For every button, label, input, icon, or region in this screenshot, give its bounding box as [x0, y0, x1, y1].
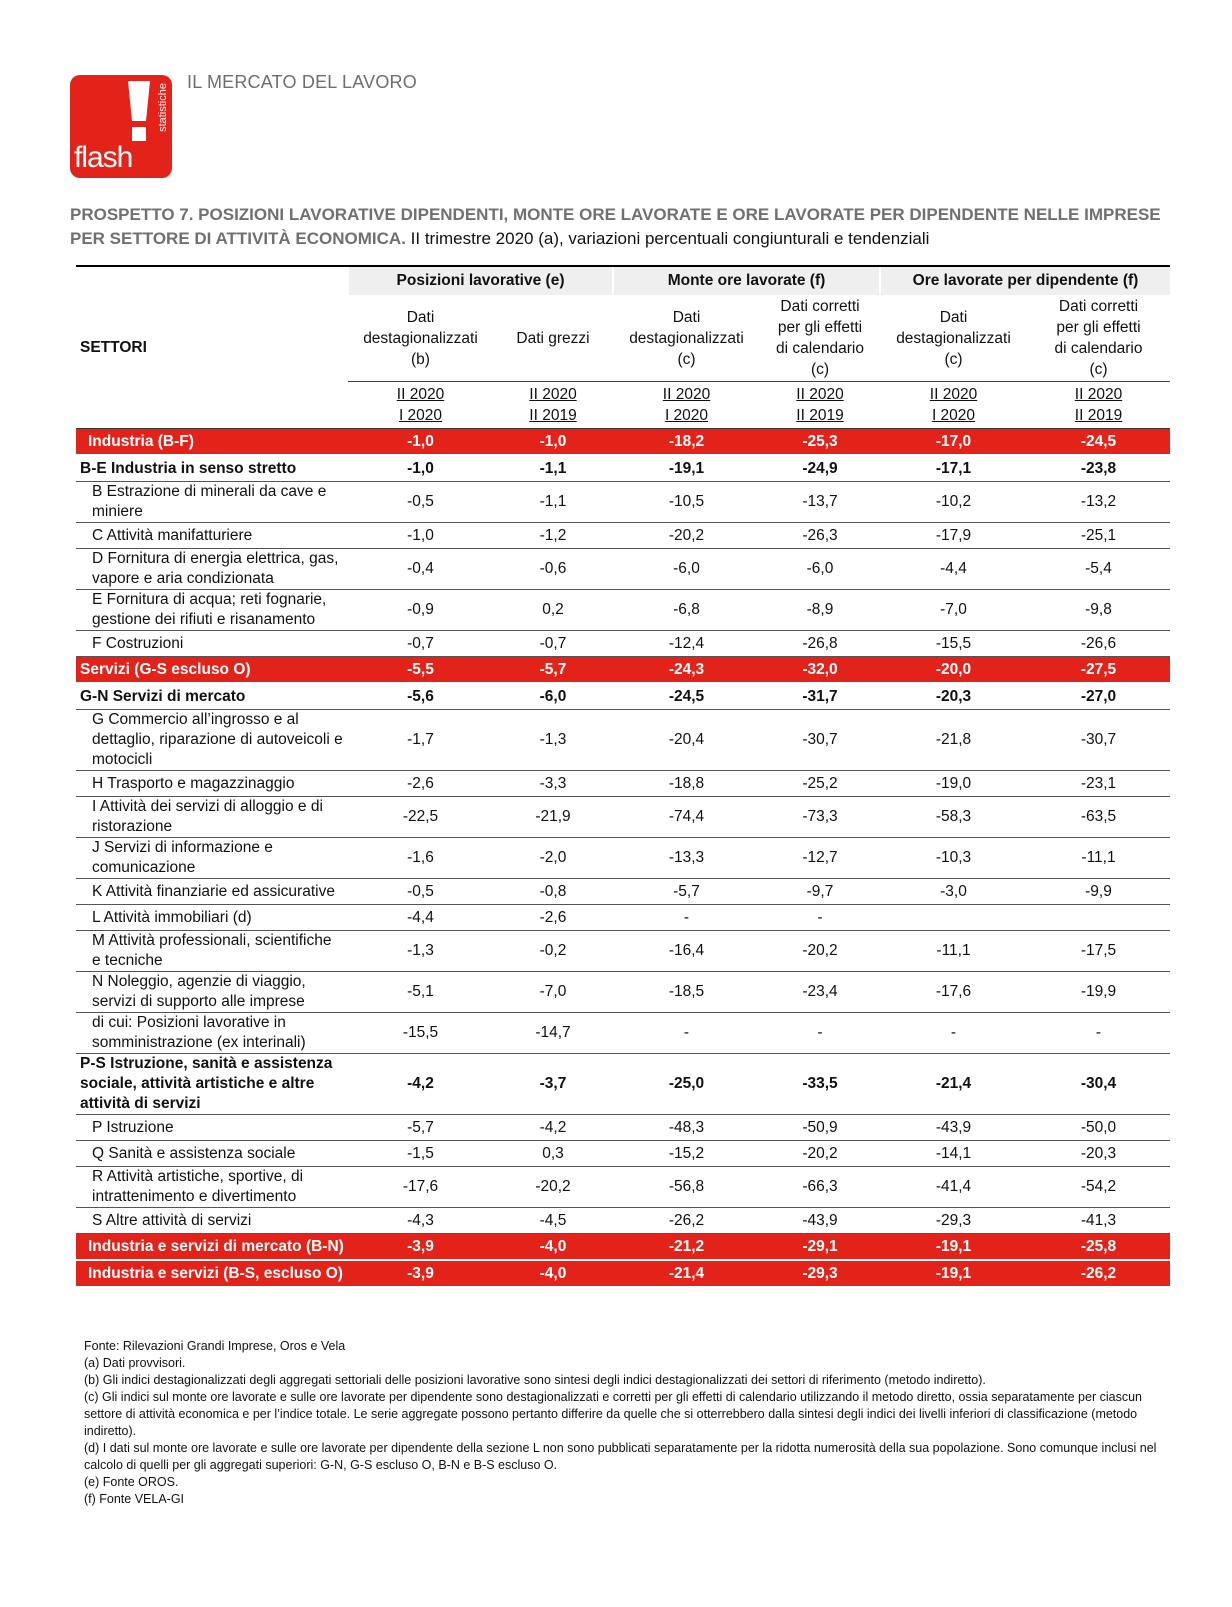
- row-value: -3,9: [348, 1260, 493, 1287]
- note-line: (f) Fonte VELA-GI: [84, 1492, 185, 1506]
- subheader-line: di calendario: [1054, 340, 1143, 357]
- row-value: -16,4: [613, 931, 760, 972]
- row-value: -5,4: [1027, 549, 1170, 590]
- row-value: -19,0: [880, 771, 1027, 797]
- row-value: -25,3: [760, 429, 880, 456]
- row-value: -1,7: [348, 710, 493, 771]
- row-value: -1,6: [348, 838, 493, 879]
- table-row: [76, 931, 1170, 972]
- row-value: -21,2: [613, 1234, 760, 1261]
- row-value: -23,1: [1027, 771, 1170, 797]
- row-label: L Attività immobiliari (d): [76, 905, 348, 931]
- row-value: -43,9: [760, 1208, 880, 1234]
- note-line: (b) Gli indici destagionalizzati degli aggregati settoriali delle posizioni lavorative sono sintesi degli indici destagionalizzati dei settori di riferimento (metodo indiretto).: [84, 1373, 986, 1387]
- table-row: [76, 1115, 1170, 1141]
- row-value: -: [613, 1013, 760, 1054]
- row-value: -50,9: [760, 1115, 880, 1141]
- row-value: -4,4: [348, 905, 493, 931]
- table-row: [76, 590, 1170, 631]
- row-value: -5,7: [493, 657, 613, 684]
- note-line: Fonte: Rilevazioni Grandi Imprese, Oros e Vela: [84, 1339, 346, 1353]
- row-value: -25,1: [1027, 523, 1170, 549]
- period-line: II 2020: [929, 386, 978, 403]
- column-subheader: [880, 295, 1027, 382]
- row-value: -6,0: [613, 549, 760, 590]
- table-row-total: [76, 1234, 1170, 1261]
- row-value: -13,3: [613, 838, 760, 879]
- row-value: -17,6: [880, 972, 1027, 1013]
- row-value: -6,0: [493, 683, 613, 710]
- period-line: I 2020: [398, 407, 443, 424]
- column-period: [613, 382, 760, 429]
- row-value: -26,3: [760, 523, 880, 549]
- subheader-line: di calendario: [776, 340, 864, 357]
- period-line: II 2019: [1074, 407, 1123, 424]
- row-value: -17,9: [880, 523, 1027, 549]
- table-row: [76, 549, 1170, 590]
- row-label: H Trasporto e magazzinaggio: [76, 771, 348, 797]
- row-value: -20,3: [880, 683, 1027, 710]
- row-value: -3,9: [348, 1234, 493, 1261]
- row-value: -4,0: [493, 1260, 613, 1287]
- row-value: -24,5: [1027, 429, 1170, 456]
- period-line: I 2020: [664, 407, 709, 424]
- settori-header: SETTORI: [76, 266, 348, 429]
- row-value: -26,6: [1027, 631, 1170, 657]
- row-value: -19,9: [1027, 972, 1170, 1013]
- row-value: -8,9: [760, 590, 880, 631]
- row-value: -10,5: [613, 482, 760, 523]
- logo-word: flash: [74, 141, 133, 174]
- row-value: -17,6: [348, 1167, 493, 1208]
- row-value: -23,8: [1027, 455, 1170, 482]
- subheader-line: (c): [810, 361, 830, 378]
- table-row: [76, 972, 1170, 1013]
- row-label: di cui: Posizioni lavorative in somministrazione (ex interinali): [76, 1013, 348, 1054]
- row-value: -1,0: [348, 429, 493, 456]
- row-value: -14,7: [493, 1013, 613, 1054]
- period-line: II 2020: [396, 386, 445, 403]
- row-value: -6,8: [613, 590, 760, 631]
- row-value: -14,1: [880, 1141, 1027, 1167]
- subheader-line: destagionalizzati: [896, 329, 1011, 347]
- table-row-total: [76, 657, 1170, 684]
- row-value: -0,5: [348, 879, 493, 905]
- row-value: -73,3: [760, 797, 880, 838]
- note-line: (c) Gli indici sul monte ore lavorate e sulle ore lavorate per dipendente sono destagionalizzati e corretti per gli effetti di calendario utilizzando il metodo diretto, ossia separatamente per ciascun settore di attività economica e per l’indice totale. Le serie aggregate possono pertanto differire da quelle che si otterrebbero dalla sintesi degli indici dei livelli inferiori di classificazione (metodo indiretto).: [84, 1390, 1142, 1438]
- row-label: B Estrazione di minerali da cave e miniere: [76, 482, 348, 523]
- row-value: -1,0: [348, 523, 493, 549]
- note-line: (d) I dati sul monte ore lavorate e sulle ore lavorate per dipendente della sezione L non sono pubblicati separatamente per la ridotta numerosità della sua popolazione. Sono comunque inclusi nel calcolo di quelli per gli aggregati superiori: G-N, G-S escluso O, B-N e B-S escluso O.: [84, 1441, 1157, 1472]
- row-value: -7,0: [493, 972, 613, 1013]
- table-row: [76, 1167, 1170, 1208]
- row-value: -11,1: [880, 931, 1027, 972]
- row-label: J Servizi di informazione e comunicazione: [76, 838, 348, 879]
- row-value: -1,5: [348, 1141, 493, 1167]
- row-value: -48,3: [613, 1115, 760, 1141]
- row-value: -26,2: [1027, 1260, 1170, 1287]
- row-label: Industria e servizi di mercato (B-N): [76, 1234, 348, 1261]
- row-value: -29,3: [880, 1208, 1027, 1234]
- row-value: -24,5: [613, 683, 760, 710]
- row-value: -3,0: [880, 879, 1027, 905]
- table-row: [76, 1013, 1170, 1054]
- column-subheader: [493, 295, 613, 382]
- row-value: -1,3: [493, 710, 613, 771]
- row-value: -4,5: [493, 1208, 613, 1234]
- row-value: -26,2: [613, 1208, 760, 1234]
- row-value: -22,5: [348, 797, 493, 838]
- row-value: -15,2: [613, 1141, 760, 1167]
- subheader-line: destagionalizzati: [363, 329, 478, 347]
- row-value: -9,9: [1027, 879, 1170, 905]
- row-label: Industria (B-F): [76, 429, 348, 456]
- row-value: -0,9: [348, 590, 493, 631]
- row-value: -5,7: [613, 879, 760, 905]
- row-value: [880, 905, 1027, 931]
- row-value: -3,3: [493, 771, 613, 797]
- row-label: E Fornitura di acqua; reti fognarie, gestione dei rifiuti e risanamento: [76, 590, 348, 631]
- row-value: -29,1: [760, 1234, 880, 1261]
- table-row: [76, 523, 1170, 549]
- table-row-total: [76, 429, 1170, 456]
- table-row: [76, 838, 1170, 879]
- row-value: -30,4: [1027, 1054, 1170, 1115]
- row-value: -0,7: [348, 631, 493, 657]
- row-value: 0,3: [493, 1141, 613, 1167]
- row-value: -21,4: [880, 1054, 1027, 1115]
- row-label: Q Sanità e assistenza sociale: [76, 1141, 348, 1167]
- row-label: K Attività finanziarie ed assicurative: [76, 879, 348, 905]
- row-value: -5,7: [348, 1115, 493, 1141]
- subheader-line: Dati grezzi: [516, 329, 590, 347]
- row-value: -26,8: [760, 631, 880, 657]
- table-row: [76, 710, 1170, 771]
- row-value: -18,8: [613, 771, 760, 797]
- row-value: 0,2: [493, 590, 613, 631]
- row-value: -5,1: [348, 972, 493, 1013]
- row-value: -: [613, 905, 760, 931]
- column-period: [493, 382, 613, 429]
- row-value: -18,5: [613, 972, 760, 1013]
- row-value: -19,1: [880, 1260, 1027, 1287]
- row-label: R Attività artistiche, sportive, di intrattenimento e divertimento: [76, 1167, 348, 1208]
- group-header-monte-ore: Monte ore lavorate (f): [613, 266, 880, 295]
- row-value: -13,2: [1027, 482, 1170, 523]
- group-header-posizioni: Posizioni lavorative (e): [348, 266, 613, 295]
- row-value: -23,4: [760, 972, 880, 1013]
- row-value: -54,2: [1027, 1167, 1170, 1208]
- subheader-line: per gli effetti: [1056, 319, 1141, 336]
- row-value: -21,4: [613, 1260, 760, 1287]
- row-label: S Altre attività di servizi: [76, 1208, 348, 1234]
- column-subheader: [760, 295, 880, 382]
- page-header-title: IL MERCATO DEL LAVORO: [187, 72, 417, 92]
- subheader-line: Dati: [672, 308, 701, 326]
- row-value: -20,2: [760, 1141, 880, 1167]
- row-value: -21,8: [880, 710, 1027, 771]
- subheader-line: Dati: [406, 308, 435, 326]
- period-line: II 2019: [796, 407, 844, 424]
- row-value: -4,2: [493, 1115, 613, 1141]
- period-line: II 2020: [1074, 386, 1123, 403]
- period-line: I 2020: [931, 407, 976, 424]
- row-label: P Istruzione: [76, 1115, 348, 1141]
- row-value: -27,5: [1027, 657, 1170, 684]
- row-value: -13,7: [760, 482, 880, 523]
- subheader-line: (c): [1089, 361, 1108, 378]
- row-value: -9,7: [760, 879, 880, 905]
- row-value: -41,4: [880, 1167, 1027, 1208]
- row-value: -32,0: [760, 657, 880, 684]
- row-value: -0,4: [348, 549, 493, 590]
- row-value: -18,2: [613, 429, 760, 456]
- row-label: N Noleggio, agenzie di viaggio, servizi di supporto alle imprese: [76, 972, 348, 1013]
- row-value: -12,4: [613, 631, 760, 657]
- row-value: -: [1027, 1013, 1170, 1054]
- row-value: -24,3: [613, 657, 760, 684]
- table-row: [76, 482, 1170, 523]
- row-value: -15,5: [348, 1013, 493, 1054]
- row-value: -4,3: [348, 1208, 493, 1234]
- column-period: [880, 382, 1027, 429]
- table-row: [76, 631, 1170, 657]
- row-value: -0,6: [493, 549, 613, 590]
- subheader-line: (c): [677, 350, 696, 368]
- row-value: -19,1: [880, 1234, 1027, 1261]
- table-row: [76, 771, 1170, 797]
- period-line: II 2019: [529, 407, 577, 424]
- row-value: -5,6: [348, 683, 493, 710]
- row-value: -30,7: [760, 710, 880, 771]
- period-line: II 2020: [529, 386, 577, 403]
- row-value: -10,2: [880, 482, 1027, 523]
- table-row: [76, 683, 1170, 710]
- table-notes: [84, 1338, 1164, 1508]
- row-value: -63,5: [1027, 797, 1170, 838]
- column-subheader: [1027, 295, 1170, 382]
- row-value: -27,0: [1027, 683, 1170, 710]
- row-value: -5,5: [348, 657, 493, 684]
- period-line: II 2020: [796, 386, 844, 403]
- row-value: -43,9: [880, 1115, 1027, 1141]
- row-value: -: [880, 1013, 1027, 1054]
- row-value: -0,5: [348, 482, 493, 523]
- row-value: -33,5: [760, 1054, 880, 1115]
- subheader-line: (c): [944, 350, 963, 368]
- row-label: F Costruzioni: [76, 631, 348, 657]
- table-row: [76, 1054, 1170, 1115]
- row-label: Industria e servizi (B-S, escluso O): [76, 1260, 348, 1287]
- row-value: -3,7: [493, 1054, 613, 1115]
- row-value: -20,2: [493, 1167, 613, 1208]
- table-row: [76, 905, 1170, 931]
- row-value: -21,9: [493, 797, 613, 838]
- exclamation-icon: [128, 81, 150, 143]
- row-value: -17,5: [1027, 931, 1170, 972]
- caption-subtitle: II trimestre 2020 (a), variazioni percentuali congiunturali e tendenziali: [405, 229, 930, 248]
- row-label: B-E Industria in senso stretto: [76, 455, 348, 482]
- row-value: -0,2: [493, 931, 613, 972]
- table-row: [76, 797, 1170, 838]
- row-value: -1,0: [348, 455, 493, 482]
- row-value: -19,1: [613, 455, 760, 482]
- row-value: -9,8: [1027, 590, 1170, 631]
- row-value: -7,0: [880, 590, 1027, 631]
- caption-title: PROSPETTO 7. POSIZIONI LAVORATIVE DIPENDENTI, MONTE ORE LAVORATE E ORE LAVORATE PER DIPENDENTE NELLE IMPRESE PER SETTORE DI ATTIVITÀ ECONOMICA.: [70, 205, 1161, 248]
- istat-flash-logo: [70, 75, 172, 178]
- row-value: -58,3: [880, 797, 1027, 838]
- row-value: -2,6: [348, 771, 493, 797]
- row-value: -2,6: [493, 905, 613, 931]
- table-row: [76, 1141, 1170, 1167]
- table-caption: [70, 203, 1180, 251]
- row-value: -4,2: [348, 1054, 493, 1115]
- row-value: -66,3: [760, 1167, 880, 1208]
- subheader-line: (b): [411, 350, 430, 368]
- subheader-line: Dati corretti: [1058, 298, 1139, 315]
- row-label: Servizi (G-S escluso O): [76, 657, 348, 684]
- column-subheader: [348, 295, 493, 382]
- row-value: -20,3: [1027, 1141, 1170, 1167]
- table-row-total: [76, 1260, 1170, 1287]
- row-value: -20,0: [880, 657, 1027, 684]
- group-header-ore-per-dipendente: Ore lavorate per dipendente (f): [880, 266, 1170, 295]
- row-value: -41,3: [1027, 1208, 1170, 1234]
- row-value: -15,5: [880, 631, 1027, 657]
- row-value: -17,1: [880, 455, 1027, 482]
- row-value: -11,1: [1027, 838, 1170, 879]
- column-period: [1027, 382, 1170, 429]
- subheader-line: Dati corretti: [780, 298, 860, 315]
- row-value: -1,1: [493, 455, 613, 482]
- table-row: [76, 455, 1170, 482]
- column-period: [760, 382, 880, 429]
- row-label: P-S Istruzione, sanità e assistenza sociale, attività artistiche e altre attività di servizi: [76, 1054, 348, 1115]
- row-value: -: [760, 905, 880, 931]
- subheader-line: per gli effetti: [777, 319, 863, 336]
- row-label: C Attività manifatturiere: [76, 523, 348, 549]
- row-value: -4,4: [880, 549, 1027, 590]
- row-value: -0,7: [493, 631, 613, 657]
- row-value: -25,8: [1027, 1234, 1170, 1261]
- row-value: -1,2: [493, 523, 613, 549]
- table-row: [76, 1208, 1170, 1234]
- row-value: -29,3: [760, 1260, 880, 1287]
- row-value: [1027, 905, 1170, 931]
- note-line: (e) Fonte OROS.: [84, 1475, 179, 1489]
- subheader-line: Dati: [939, 308, 968, 326]
- row-value: -20,2: [613, 523, 760, 549]
- row-value: -56,8: [613, 1167, 760, 1208]
- column-period: [348, 382, 493, 429]
- row-value: -20,4: [613, 710, 760, 771]
- row-value: -2,0: [493, 838, 613, 879]
- row-value: -1,1: [493, 482, 613, 523]
- row-value: -: [760, 1013, 880, 1054]
- row-label: D Fornitura di energia elettrica, gas, vapore e aria condizionata: [76, 549, 348, 590]
- row-label: G Commercio all’ingrosso e al dettaglio, riparazione di autoveicoli e motocicli: [76, 710, 348, 771]
- row-value: -1,3: [348, 931, 493, 972]
- data-table: [76, 265, 1170, 1288]
- row-value: -6,0: [760, 549, 880, 590]
- table-row: [76, 879, 1170, 905]
- period-line: II 2020: [662, 386, 711, 403]
- row-value: -30,7: [1027, 710, 1170, 771]
- row-label: M Attività professionali, scientifiche e tecniche: [76, 931, 348, 972]
- row-value: -12,7: [760, 838, 880, 879]
- row-value: -25,0: [613, 1054, 760, 1115]
- row-value: -50,0: [1027, 1115, 1170, 1141]
- row-value: -4,0: [493, 1234, 613, 1261]
- row-value: -17,0: [880, 429, 1027, 456]
- row-value: -20,2: [760, 931, 880, 972]
- logo-side-text: statistiche: [157, 83, 169, 132]
- row-value: -74,4: [613, 797, 760, 838]
- row-value: -1,0: [493, 429, 613, 456]
- row-label: I Attività dei servizi di alloggio e di ristorazione: [76, 797, 348, 838]
- column-subheader: [613, 295, 760, 382]
- row-value: -31,7: [760, 683, 880, 710]
- subheader-line: destagionalizzati: [629, 329, 744, 347]
- row-value: -0,8: [493, 879, 613, 905]
- row-value: -25,2: [760, 771, 880, 797]
- row-value: -10,3: [880, 838, 1027, 879]
- row-label: G-N Servizi di mercato: [76, 683, 348, 710]
- row-value: -24,9: [760, 455, 880, 482]
- note-line: (a) Dati provvisori.: [84, 1356, 186, 1370]
